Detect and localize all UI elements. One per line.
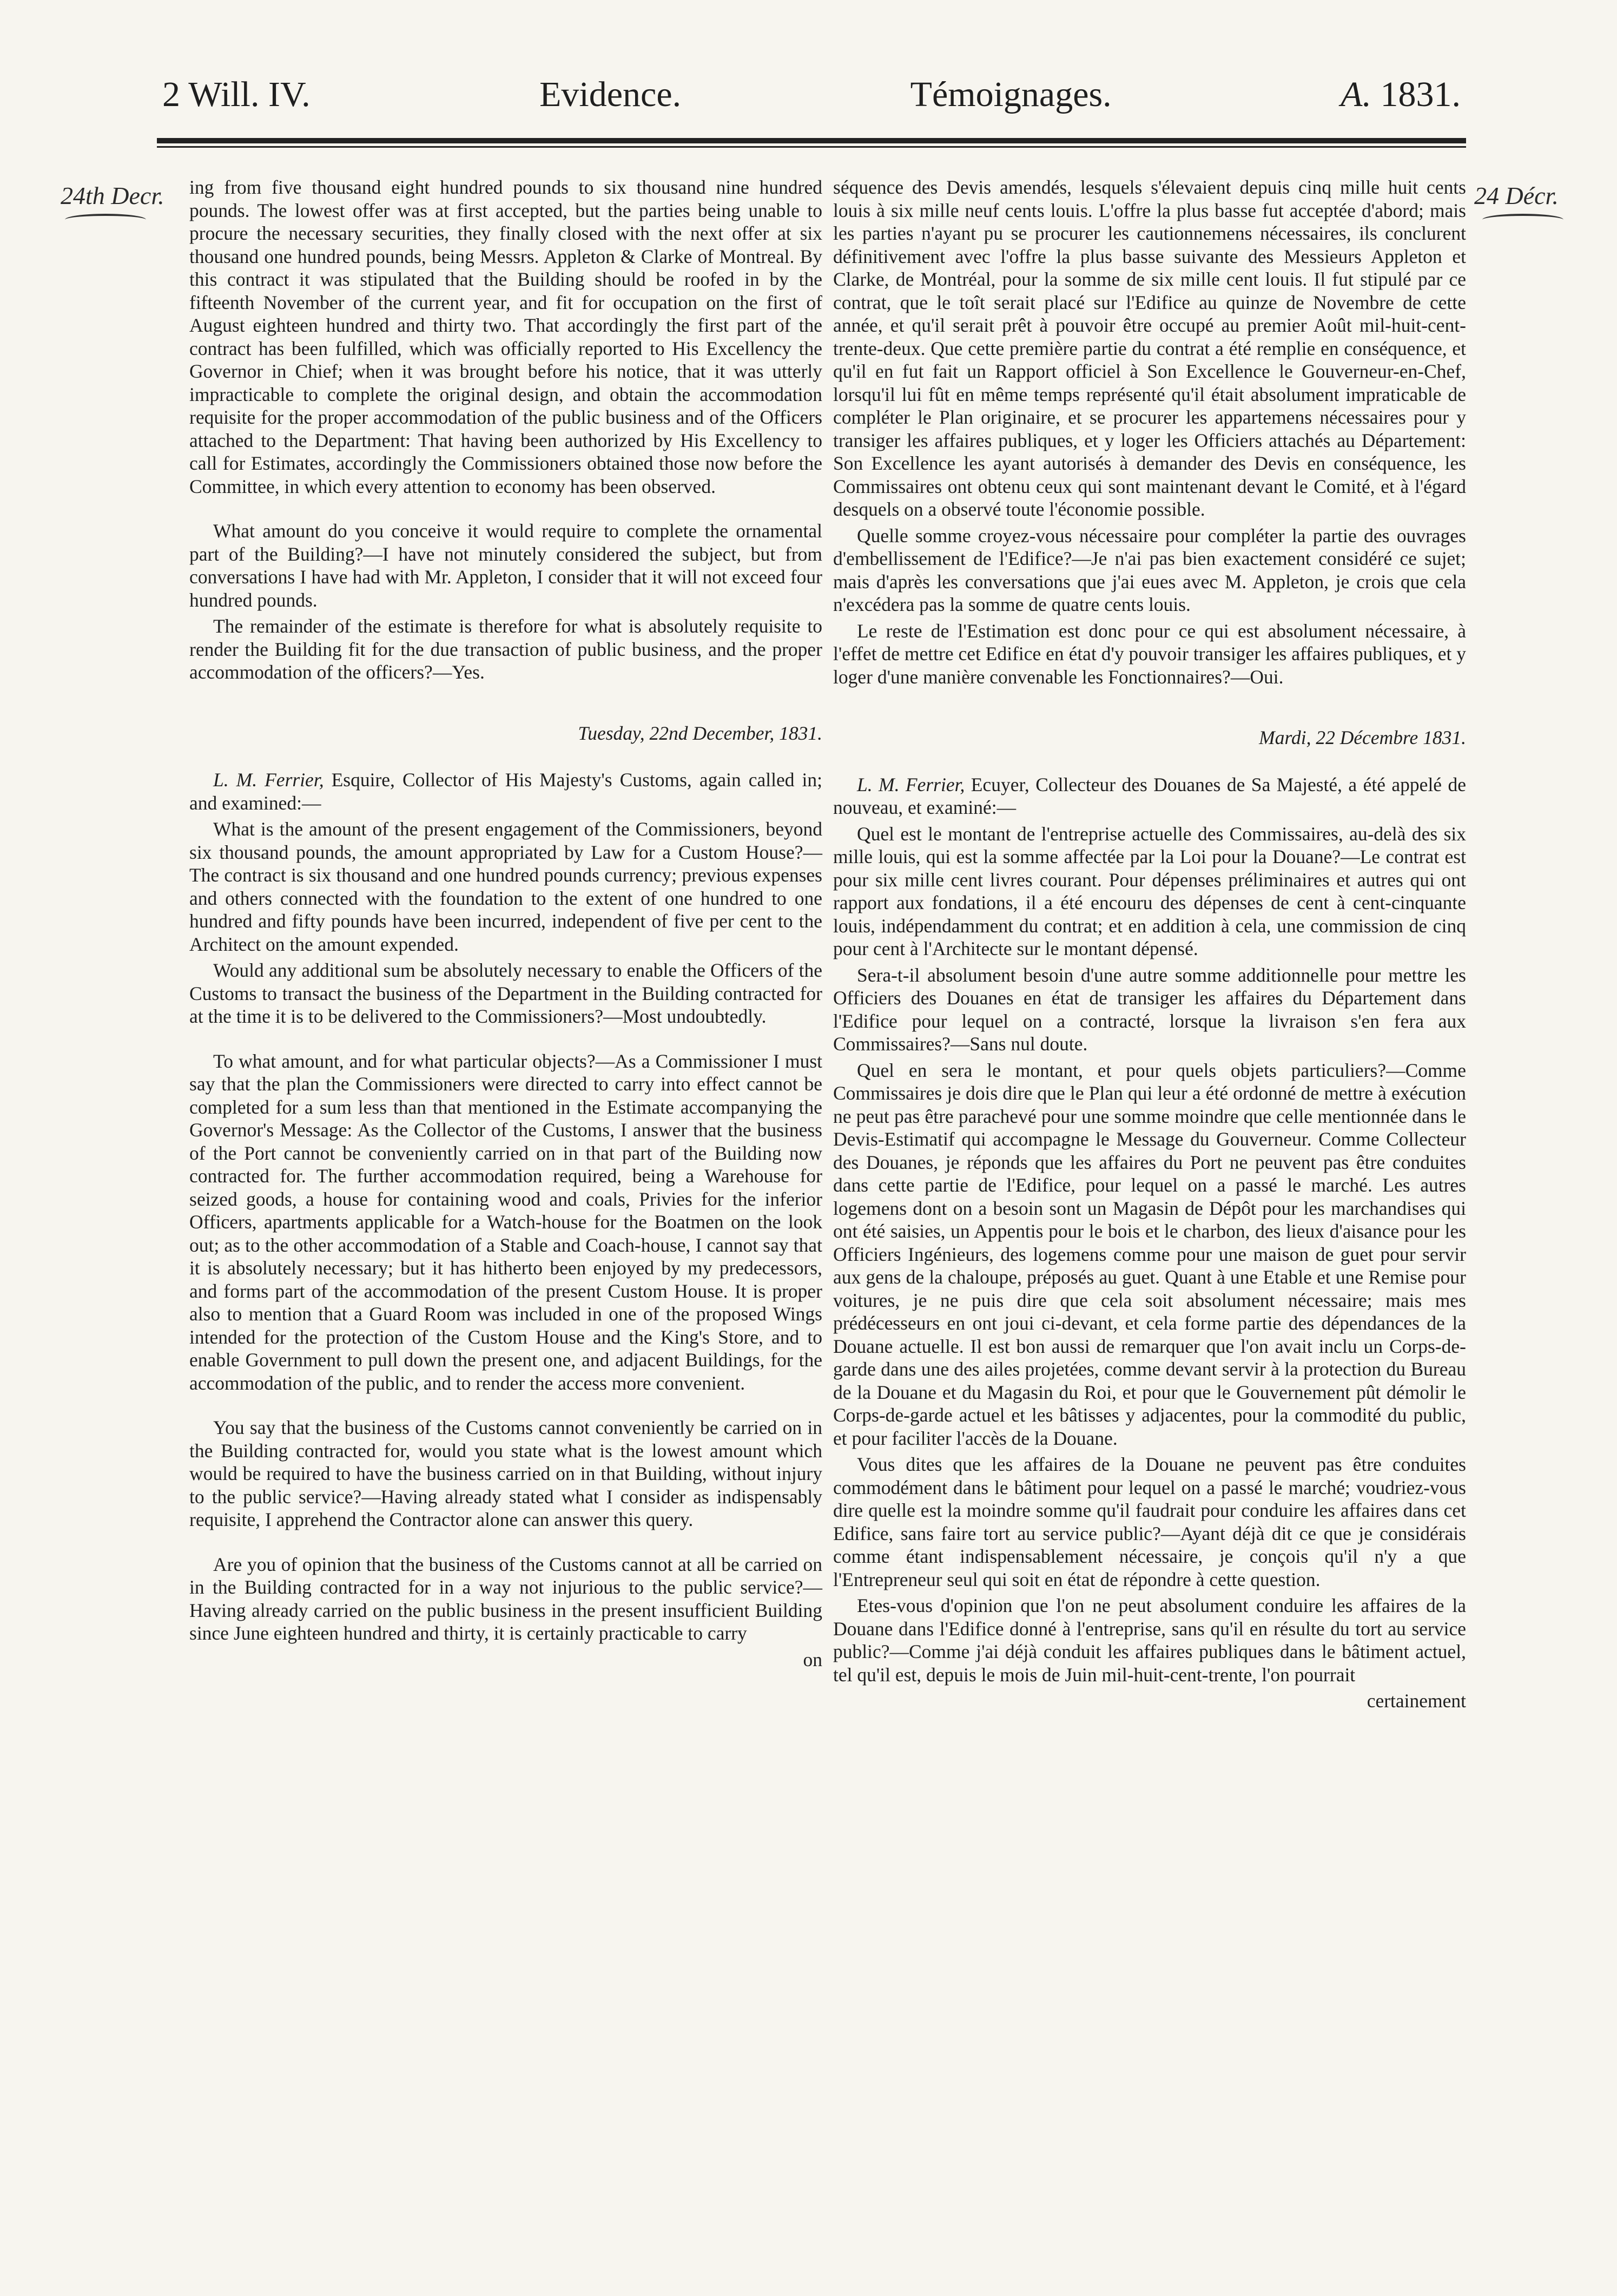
english-catchword: on xyxy=(803,1648,822,1670)
english-question: To what amount, and for what particular objects?—As a Commissioner I must say that the plan the Commissioners were directed to carry into effect cannot be completed for a sum less than that mentioned in the Estimate accompanying the Governor's Message: As the Collector of the Customs, I answer that the business of the Port cannot be conveniently carried on in that part of the Building now contracted for. The further accommodation required, being a Warehouse for seized goods, a house for containing wood and coals, Privies for the inferior Officers, apartments applicable for a Watch-house for the Boatmen on the look out; as to the other accommodation of a Stable and Coach-house, I cannot say that it is absolutely necessary; but it has hitherto been enjoyed by my predecessors, and forms part of the accommodation of the present Custom House. It is proper also to mention that a Guard Room was included in one of the proposed Wings intended for the protection of the Custom House and the King's Store, and to enable Government to pull down the present one, and adjacent Buildings, for the accommodation of the public, and to render the access more convenient. xyxy=(189,1050,822,1394)
english-question: What is the amount of the present engagement of the Commissioners, beyond six thousand pounds, the amount appropriated by Law for a Custom House?—The contract is six thousand and one hundred pounds currency; previous expenses and others connected with the foundation to the extent of one hundred to one hundred and fifty pounds have been incurred, independent of five per cent to the Architect on the amount expended. xyxy=(189,818,822,955)
header-evidence: Evidence. xyxy=(539,75,682,114)
header-temoignages: Témoignages. xyxy=(910,75,1112,114)
french-question: Quel est le montant de l'entreprise actuelle des Commissaires, au-delà des six mille louis, qui est la somme affectée par la Loi pour la Douane?—Le contrat est pour six mille cent livres courant. Pour dépenses préliminaires et autres qui ont rapport aux fondations, il a été encouru des dépenses de cent à cent-cinquante louis, indépendamment du contrat; et en addition à cela, une commission de cinq pour cent à l'Architecte sur le montant dépensé. xyxy=(833,823,1466,959)
header-session: 2 Will. IV. xyxy=(162,75,311,114)
margin-brace-right xyxy=(1482,214,1563,226)
english-question: Are you of opinion that the business of the Customs cannot at all be carried on in the Building contracted for in a way not injurious to the public service?—Having already carried on the public business in the present insufficient Building since June eighteen hundred and thirty, it is certainly practicable to carry xyxy=(189,1553,822,1644)
header-year-number: 1831. xyxy=(1380,75,1461,114)
french-question: Quel en sera le montant, et pour quels objets particuliers?—Comme Commissaires je dois dire que le Plan qui leur a été ordonné de mettre à exécution ne peut pas être parachevé pour une somme moindre que celle mentionnée dans le Devis-Estimatif qui accompagne le Message du Gouverneur. Comme Collecteur des Douanes, je réponds que les affaires du Port ne peuvent pas être conduites dans cette partie de l'Edifice, pour lequel on a passé le marché. Les autres logemens dont on a besoin sont un Magasin de Dépôt pour les marchandises qui ont été saisies, un Appentis pour le bois et le charbon, des lieux d'aisance pour les Officiers Ingénieurs, des logemens comme pour une maison de guet pour servir aux gens de la chaloupe, préposés au guet. Quant à une Etable et une Remise pour voitures, je ne puis dire que cela soit absolument nécessaire; mais mes prédécesseurs en ont joui ci-devant, et cela forme partie des dépendances de la Douane actuelle. Il est bon aussi de remarquer que l'on avait inclu un Corps-de-garde dans une des ailes projetées, comme devant servir à la protection du Bureau de la Douane et du Magasin du Roi, et pour que le Gouvernement pût démolir le Corps-de-garde actuel et les bâtisses y adjacentes, pour la commodité du public, et pour faciliter l'accès de la Douane. xyxy=(833,1059,1466,1449)
english-paragraph: ing from five thousand eight hundred pounds to six thousand nine hundred pounds. The lowest offer was at first accepted, but the parties being unable to procure the necessary securities, they finally closed with the next offer at six thousand one hundred pounds, being Messrs. Appleton & Clarke of Montreal. By this contract it was stipulated that the Building should be roofed in by the fifteenth November of the current year, and fit for occupation on the first of August eighteen hundred and thirty two. That accordingly the first part of the contract has been fulfilled, which was officially reported to His Excellency the Governor in Chief; when it was brought before his notice, that it was utterly impracticable to complete the original design, and obtain the accommodation requisite for the proper accommodation of the public business and of the Officers attached to the Department: That having been authorized by His Excellency to call for Estimates, accordingly the Commissioners obtained those now before the Committee, in which every attention to economy has been observed. xyxy=(189,176,822,497)
header-rule-thick xyxy=(157,138,1466,143)
witness-description: Ecuyer, Collecteur des Douanes de Sa Majesté, a été appelé de nouveau, et examiné:— xyxy=(833,773,1466,818)
witness-name: L. M. Ferrier, xyxy=(213,769,324,791)
margin-brace-left xyxy=(65,214,146,226)
french-question: Sera-t-il absolument besoin d'une autre somme additionnelle pour mettre les Officiers des Douanes en état de transiger les affaires du Département dans l'Edifice pour lequel on a contracté, lorsque la livraison s'en fera aux Commissaires?—Sans nul doute. xyxy=(833,964,1466,1055)
french-question: Le reste de l'Estimation est donc pour ce qui est absolument nécessaire, à l'effet de mettre cet Edifice en état d'y pouvoir transiger les affaires publiques, et y loger d'une manière convenable les Fonctionnaires?—Oui. xyxy=(833,620,1466,688)
witness-description: Esquire, Collector of His Majesty's Customs, again called in; and examined:— xyxy=(189,769,822,814)
page-header xyxy=(162,65,1461,124)
header-rule-thin xyxy=(157,146,1466,148)
english-question: You say that the business of the Customs cannot conveniently be carried on in the Building contracted for, would you state what is the lowest amount which would be required to have the business carried on in that Building, without injury to the public service?—Having already stated what I consider as indispensably requisite, I apprehend the Contractor alone can answer this query. xyxy=(189,1417,822,1530)
header-appendix-letter: A. xyxy=(1341,75,1371,114)
french-question: Quelle somme croyez-vous nécessaire pour compléter la partie des ouvrages d'embellissement de l'Edifice?—Je n'ai pas bien exactement considéré ce sujet; mais d'après les conversations que j'ai eues avec M. Appleton, je crois que cela n'excédera pas la somme de quatre cents louis. xyxy=(833,524,1466,615)
english-question: The remainder of the estimate is therefore for what is absolutely requisite to render the Building fit for the due transaction of public business, and the proper accommodation of the officers?—Yes. xyxy=(189,615,822,683)
header-year xyxy=(1341,74,1461,115)
french-column xyxy=(833,176,1466,1716)
french-question: Vous dites que les affaires de la Douane ne peuvent pas être conduites commodément dans le bâtiment pour lequel on a passé le marché; voudriez-vous dire quelle est la moindre somme qu'il faudrait pour conduire les affaires dans cet Edifice, sans faire tort au service public?—Ayant déjà dit ce que je considérais comme étant indispensablement nécessaire, je conçois qu'il n'y a que l'Entrepreneur seul qui soit en état de répondre à cette question. xyxy=(833,1453,1466,1590)
french-question: Etes-vous d'opinion que l'on ne peut absolument conduire les affaires de la Douane dans l'Edifice donné à l'entreprise, sans qu'il en résulte du tort au service public?—Comme j'ai déjà conduit les affaires publiques dans le bâtiment actuel, tel qu'il est, depuis le mois de Juin mil-huit-cent-trente, l'on pourrait xyxy=(833,1595,1466,1686)
english-question: What amount do you conceive it would require to complete the ornamental part of the Building?—I have not minutely considered the subject, but from conversations I have had with Mr. Appleton, I consider that it will not exceed four hundred pounds. xyxy=(189,520,822,611)
french-paragraph: séquence des Devis amendés, lesquels s'élevaient depuis cinq mille huit cents louis à six mille neuf cents louis. L'offre la plus basse fut acceptée d'abord; mais les parties n'ayant pu se procurer les cautionnemens nécessaires, ils conclurent définitivement avec l'offre la plus basse suivante des Messieurs Appleton et Clarke, de Montréal, pour la somme de six mille cent louis. Il fut stipulé par ce contrat, que le toît serait placé sur l'Edifice au quinze de Novembre de cette année, et qu'il serait prêt à pouvoir être occupé au premier Août mil-huit-cent-trente-deux. Que cette première partie du contrat a été remplie en conséquence, et qu'il en fut fait un Rapport officiel à Son Excellence le Gouverneur-en-Chef, lorsqu'il lui fût en même temps représenté qu'il était absolument impraticable de compléter le Plan originaire, et se procurer les appartemens nécessaires pour y transiger les affaires publiques, et y loger les Officiers attachés au Département: Son Excellence les ayant autorisés à demander des Devis en conséquence, les Commissaires ont obtenu ceux qui sont maintenant devant le Comité, et à l'égard desquels on a observé toute l'économie possible. xyxy=(833,176,1466,520)
english-session-date: Tuesday, 22nd December, 1831. xyxy=(578,722,822,744)
margin-date-english: 24th Decr. xyxy=(61,182,164,209)
margin-date-french: 24 Décr. xyxy=(1474,182,1559,209)
french-catchword: certainement xyxy=(1367,1690,1466,1712)
witness-name: L. M. Ferrier, xyxy=(857,773,965,795)
english-column xyxy=(189,176,822,1674)
french-session-date: Mardi, 22 Décembre 1831. xyxy=(1259,727,1466,748)
english-question: Would any additional sum be absolutely necessary to enable the Officers of the Customs to transact the business of the Department in the Building contracted for at the time it is to be delivered to the Commissioners?—Most undoubtedly. xyxy=(189,959,822,1027)
french-witness-intro xyxy=(833,773,1466,819)
english-witness-intro xyxy=(189,768,822,814)
